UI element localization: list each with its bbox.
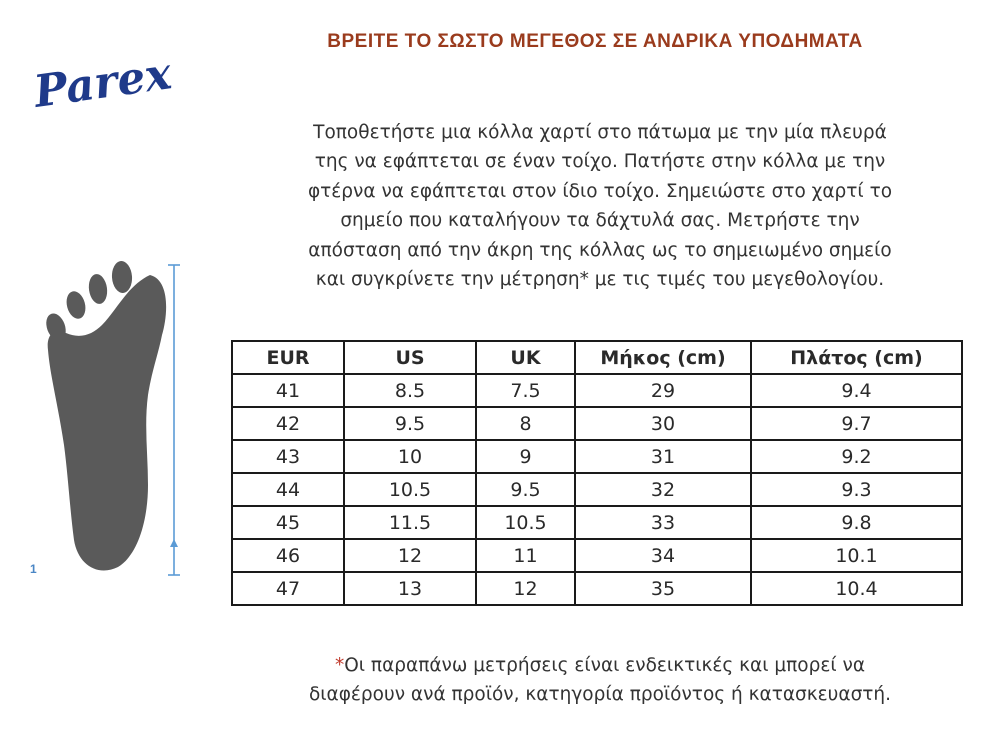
table-header-row	[232, 341, 962, 374]
page-title: ΒΡΕΙΤΕ ΤΟ ΣΩΣΤΟ ΜΕΓΕΘΟΣ ΣΕ ΑΝΔΡΙΚΑ ΥΠΟΔΗΜΑΤΑ	[327, 31, 863, 52]
footnote-asterisk: *	[334, 655, 345, 676]
cell-us: 12	[344, 539, 476, 572]
cell-length: 29	[575, 374, 751, 407]
cell-width: 9.2	[751, 440, 962, 473]
cell-eur: 41	[232, 374, 344, 407]
header-us: US	[344, 341, 476, 374]
foot-sole-icon	[30, 255, 200, 585]
cell-length: 34	[575, 539, 751, 572]
cell-eur: 47	[232, 572, 344, 605]
cell-uk: 12	[476, 572, 575, 605]
instructions-line: σημείο που καταλήγουν τα δάχτυλά σας. Μετρήστε την	[340, 210, 860, 232]
table-row	[232, 506, 962, 539]
cell-uk: 7.5	[476, 374, 575, 407]
table-row	[232, 572, 962, 605]
instructions-text	[220, 118, 980, 294]
logo-text: Parex	[30, 48, 175, 118]
figure-label: 1	[30, 562, 37, 576]
cell-us: 10	[344, 440, 476, 473]
cell-us: 9.5	[344, 407, 476, 440]
cell-length: 31	[575, 440, 751, 473]
cell-us: 11.5	[344, 506, 476, 539]
instructions-line: Τοποθετήστε μια κόλλα χαρτί στο πάτωμα με την μία πλευρά	[313, 122, 887, 143]
footnote-line	[220, 651, 980, 680]
cell-uk: 8	[476, 407, 575, 440]
cell-eur: 46	[232, 539, 344, 572]
cell-length: 30	[575, 407, 751, 440]
cell-length: 33	[575, 506, 751, 539]
cell-eur: 42	[232, 407, 344, 440]
cell-us: 10.5	[344, 473, 476, 506]
cell-eur: 44	[232, 473, 344, 506]
cell-uk: 10.5	[476, 506, 575, 539]
table-row	[232, 539, 962, 572]
cell-uk: 11	[476, 539, 575, 572]
header-width: Πλάτος (cm)	[751, 341, 962, 374]
table-row	[232, 407, 962, 440]
cell-width: 9.3	[751, 473, 962, 506]
header-uk: UK	[476, 341, 575, 374]
cell-width: 9.7	[751, 407, 962, 440]
cell-width: 10.1	[751, 539, 962, 572]
cell-eur: 43	[232, 440, 344, 473]
cell-eur: 45	[232, 506, 344, 539]
footnote-line-2: διαφέρουν ανά προϊόν, κατηγορία προϊόντος ή κατασκευαστή.	[308, 684, 892, 706]
parex-logo	[30, 40, 180, 120]
instructions-line: απόσταση από την άκρη της κόλλας ως το σημειωμένο σημείο	[308, 239, 892, 261]
cell-width: 10.4	[751, 572, 962, 605]
cell-length: 35	[575, 572, 751, 605]
table-row	[232, 440, 962, 473]
size-chart-table	[231, 340, 963, 606]
header-eur: EUR	[232, 341, 344, 374]
cell-width: 9.8	[751, 506, 962, 539]
footnote-line-1: Οι παραπάνω μετρήσεις είναι ενδεικτικές και μπορεί να	[344, 655, 866, 676]
cell-us: 8.5	[344, 374, 476, 407]
instructions-line: φτέρνα να εφάπτεται στον ίδιο τοίχο. Σημειώστε στο χαρτί το	[307, 180, 893, 202]
instructions-line: της να εφάπτεται σε έναν τοίχο. Πατήστε στην κόλλα με την	[314, 151, 886, 173]
cell-uk: 9.5	[476, 473, 575, 506]
instructions-line: και συγκρίνετε την μέτρηση* με τις τιμές του μεγεθολογίου.	[315, 269, 885, 291]
footnote	[220, 651, 980, 710]
cell-length: 32	[575, 473, 751, 506]
cell-us: 13	[344, 572, 476, 605]
header-length: Μήκος (cm)	[575, 341, 751, 374]
table-row	[232, 374, 962, 407]
table-row	[232, 473, 962, 506]
cell-uk: 9	[476, 440, 575, 473]
cell-width: 9.4	[751, 374, 962, 407]
